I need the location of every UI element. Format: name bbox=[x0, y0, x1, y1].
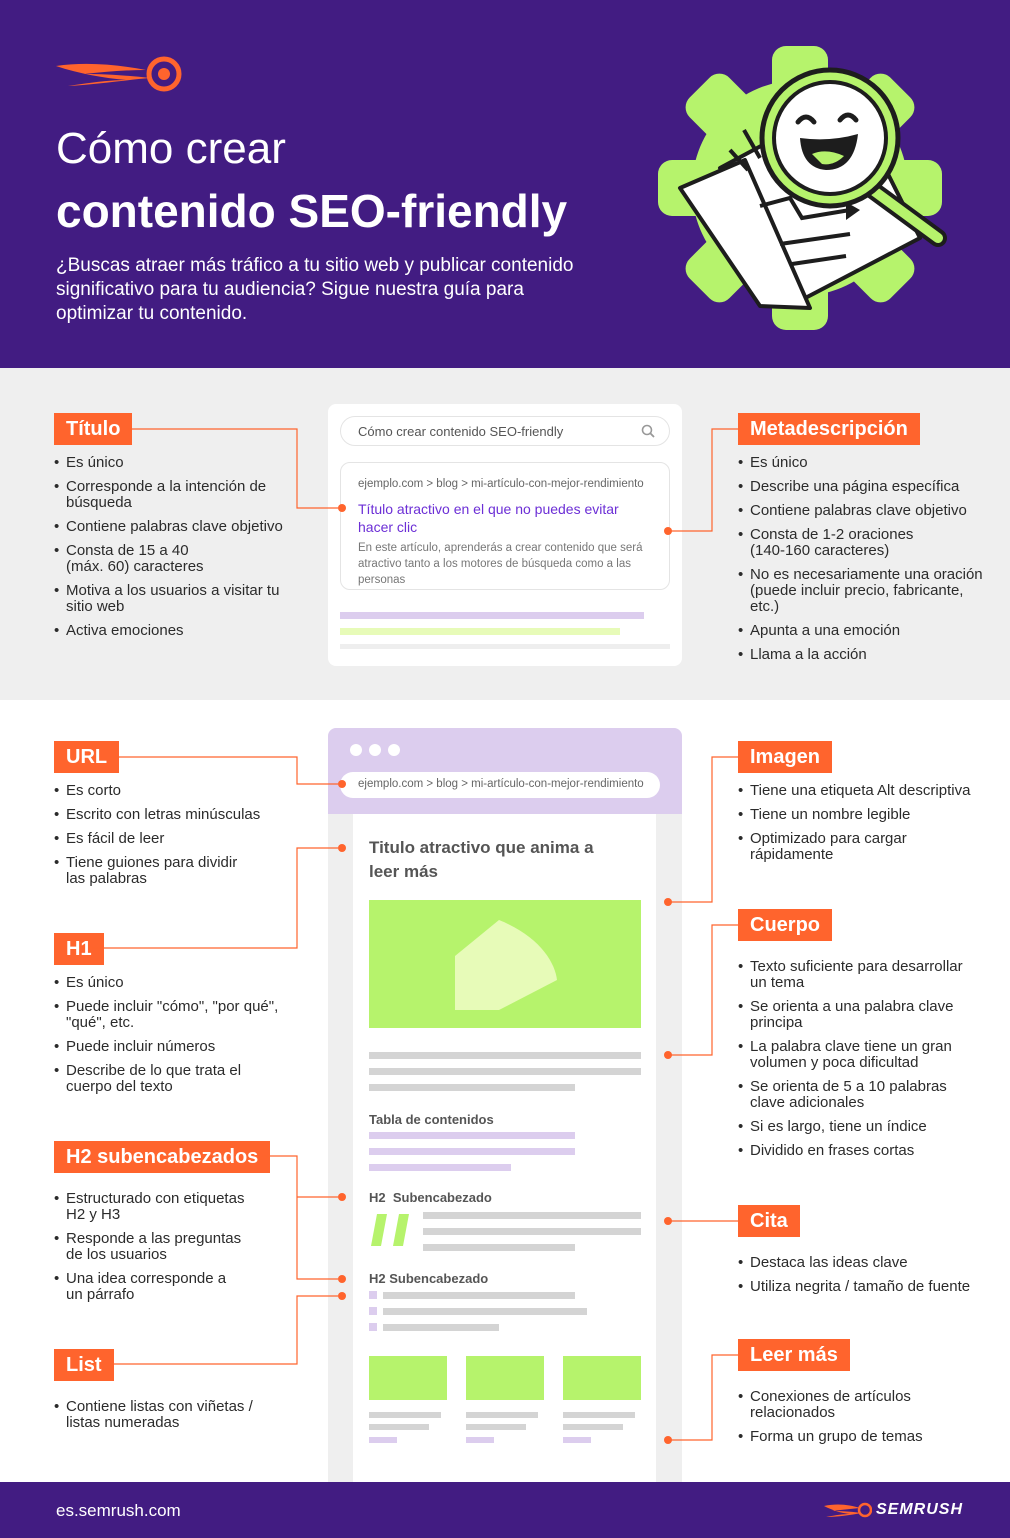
connector-dot bbox=[664, 898, 672, 906]
list-item: • Consta de 15 a 40 (máx. 60) caracteres bbox=[54, 543, 224, 575]
list-item: • Es único bbox=[54, 975, 294, 991]
list-item: • Se orienta a una palabra clave principa bbox=[738, 999, 958, 1031]
tag-metadescripcion: Metadescripción bbox=[738, 413, 920, 445]
list-item: • Contiene palabras clave objetivo bbox=[738, 503, 988, 519]
list-item: • Es corto bbox=[54, 783, 294, 799]
search-query: Cómo crear contenido SEO-friendly bbox=[358, 424, 564, 439]
h2-label: H2 bbox=[369, 1190, 386, 1205]
list-item: • Activa emociones bbox=[54, 623, 294, 639]
list-item: • Estructurado con etiquetas H2 y H3 bbox=[54, 1191, 254, 1223]
list-item: • Si es largo, tiene un índice bbox=[738, 1119, 988, 1135]
connector-dot bbox=[664, 1051, 672, 1059]
list-item: • Apunta a una emoción bbox=[738, 623, 988, 639]
connector-dot bbox=[664, 1217, 672, 1225]
connector-dot bbox=[664, 1436, 672, 1444]
article-h2-second: H2 Subencabezado bbox=[369, 1271, 489, 1286]
list-item: • Es fácil de leer bbox=[54, 831, 294, 847]
tag-titulo: Título bbox=[54, 413, 132, 445]
connector-dot bbox=[338, 1193, 346, 1201]
list-item: • Contiene listas con viñetas / listas numeradas bbox=[54, 1399, 269, 1431]
result-url[interactable]: ejemplo.com > blog > mi-artículo-con-mejor-rendimiento bbox=[358, 478, 644, 490]
list-item: • Optimizado para cargar rápidamente bbox=[738, 831, 918, 863]
list-item: • Una idea corresponde a un párrafo bbox=[54, 1271, 234, 1303]
list-item: • Texto suficiente para desarrollar un tema bbox=[738, 959, 973, 991]
address-bar-url: ejemplo.com > blog > mi-artículo-con-mejor-rendimiento bbox=[358, 778, 644, 790]
list-item: • Corresponde a la intención de búsqueda bbox=[54, 479, 294, 511]
semrush-flame-small-icon bbox=[824, 1500, 872, 1520]
list-item: • Motiva a los usuarios a visitar tu sitio web bbox=[54, 583, 284, 615]
connector-dot bbox=[338, 504, 346, 512]
h2-subheading: Subencabezado bbox=[392, 1190, 492, 1205]
list-item: • Describe una página específica bbox=[738, 479, 988, 495]
tag-h1: H1 bbox=[54, 933, 104, 965]
list-item: • La palabra clave tiene un gran volumen y poca dificultad bbox=[738, 1039, 968, 1071]
footer-url-link[interactable]: es.semrush.com bbox=[56, 1501, 181, 1520]
list-item: • No es necesariamente una oración (puede incluir precio, fabricante, etc.) bbox=[738, 567, 983, 615]
list-item: • Escrito con letras minúsculas bbox=[54, 807, 294, 823]
list-item: • Llama a la acción bbox=[738, 647, 988, 663]
list-item: • Es único bbox=[738, 455, 988, 471]
article-h1: Titulo atractivo que anima a leer más bbox=[369, 838, 594, 881]
connector-dot bbox=[338, 780, 346, 788]
footer-brand: SEMRUSH bbox=[876, 1501, 964, 1518]
connector-dot bbox=[338, 844, 346, 852]
list-item: • Forma un grupo de temas bbox=[738, 1429, 988, 1445]
list-item: • Destaca las ideas clave bbox=[738, 1255, 988, 1271]
list-item: • Tiene un nombre legible bbox=[738, 807, 988, 823]
hero-title-line1: Cómo crear bbox=[56, 124, 286, 173]
hero-intro: ¿Buscas atraer más tráfico a tu sitio web y publicar contenido significativo para tu audiencia? Sigue nuestra guía para optimizar tu contenido. bbox=[56, 255, 574, 324]
hero-title-line2: contenido SEO-friendly bbox=[56, 185, 568, 237]
list-item: • Tiene guiones para dividir las palabras bbox=[54, 855, 254, 887]
connector-dot bbox=[664, 527, 672, 535]
list-item: • Puede incluir "cómo", "por qué", "qué", etc. bbox=[54, 999, 284, 1031]
tag-cita: Cita bbox=[738, 1205, 800, 1237]
list-item: • Es único bbox=[54, 455, 294, 471]
tag-imagen: Imagen bbox=[738, 741, 832, 773]
list-item: • Responde a las preguntas de los usuarios bbox=[54, 1231, 254, 1263]
list-item: • Consta de 1-2 oraciones (140-160 caracteres) bbox=[738, 527, 928, 559]
result-title[interactable]: Título atractivo en el que no puedes evitar hacer clic bbox=[358, 501, 619, 535]
result-description: En este artículo, aprenderás a crear contenido que será atractivo tanto a los motores de búsqueda como a las personas bbox=[358, 542, 643, 586]
connector-dot bbox=[338, 1275, 346, 1283]
list-item: • Puede incluir números bbox=[54, 1039, 294, 1055]
list-item: • Dividido en frases cortas bbox=[738, 1143, 988, 1159]
connector-dot bbox=[338, 1292, 346, 1300]
list-item: • Tiene una etiqueta Alt descriptiva bbox=[738, 783, 988, 799]
toc-title: Tabla de contenidos bbox=[369, 1112, 494, 1127]
list-item: • Describe de lo que trata el cuerpo del texto bbox=[54, 1063, 244, 1095]
tag-leer-mas: Leer más bbox=[738, 1339, 850, 1371]
tag-url: URL bbox=[54, 741, 119, 773]
list-item: • Contiene palabras clave objetivo bbox=[54, 519, 294, 535]
list-item: • Se orienta de 5 a 10 palabras clave adicionales bbox=[738, 1079, 948, 1111]
list-item: • Utiliza negrita / tamaño de fuente bbox=[738, 1279, 988, 1295]
tag-h2-subencabezados: H2 subencabezados bbox=[54, 1141, 270, 1173]
list-item: • Conexiones de artículos relacionados bbox=[738, 1389, 938, 1421]
tag-cuerpo: Cuerpo bbox=[738, 909, 832, 941]
tag-list: List bbox=[54, 1349, 114, 1381]
